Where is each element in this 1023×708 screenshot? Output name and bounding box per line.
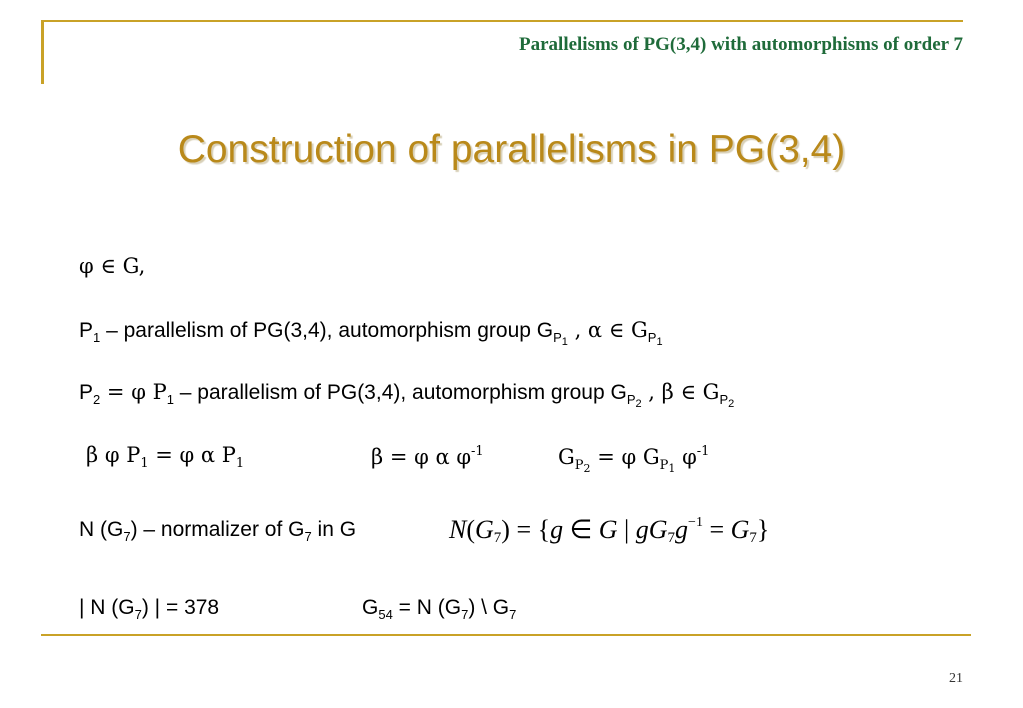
- g7-subscript-a: 7: [123, 529, 131, 544]
- formula-g-result: G: [730, 515, 750, 544]
- line-normalizer: [79, 519, 356, 543]
- relation-1-subscript-a: 1: [140, 456, 149, 471]
- gp1-subscript: P: [553, 330, 562, 345]
- p2-description: – parallelism of PG(3,4), automorphism group G: [173, 381, 627, 404]
- formula-group-g: G: [598, 515, 618, 544]
- frame-bottom-line: [41, 634, 971, 636]
- formula-conjugation-subscript: 7: [667, 530, 676, 546]
- g54-symbol: G: [362, 596, 379, 619]
- in-g-text: in G: [311, 518, 357, 541]
- phi-symbol: φ: [675, 445, 697, 469]
- beta-equals-conjugate: β = φ α φ: [371, 445, 472, 469]
- gp1-subsubscript: 1: [561, 336, 568, 348]
- p1-subscript: 1: [93, 330, 101, 345]
- g54-g7-subscript: 7: [509, 607, 517, 622]
- beta-gp2-subsubscript: 2: [728, 398, 735, 410]
- g7-subscript-b: 7: [304, 529, 312, 544]
- gp1-subscript-rel: P: [659, 458, 669, 473]
- inverse-superscript: -1: [471, 444, 484, 459]
- formula-inverse-superscript: −1: [688, 515, 703, 530]
- gp2-subsubscript-rel: 2: [583, 462, 591, 475]
- formula-open-paren: (: [466, 515, 476, 544]
- gp1-subsubscript-rel: 1: [668, 462, 676, 475]
- line-order: [79, 597, 219, 621]
- line-p2-definition: [79, 382, 734, 410]
- beta-phi-p1: β φ P: [86, 443, 141, 467]
- order-open: | N (G: [79, 596, 135, 619]
- normalizer-description: ) – normalizer of G: [130, 518, 305, 541]
- formula-g-inverse-base: g: [675, 515, 689, 544]
- slide-header: Parallelisms of PG(3,4) with automorphisms of order 7: [519, 34, 963, 55]
- frame-top-line: [41, 20, 963, 22]
- alpha-in-gp1: , α ∈ G: [567, 318, 648, 342]
- phi-inverse-superscript: -1: [696, 444, 710, 459]
- slide-title: Construction of parallelisms in PG(3,4): [177, 128, 846, 171]
- p1-description: – parallelism of PG(3,4), automorphism group G: [100, 319, 554, 342]
- formula-n: N: [449, 515, 467, 544]
- p2-subscript: 2: [93, 392, 101, 407]
- g54-equals-n: = N (G: [392, 596, 462, 619]
- formula-conjugation: gG: [635, 515, 668, 544]
- alpha-gp1-subsubscript: 1: [656, 336, 663, 348]
- beta-in-gp2: , β ∈ G: [641, 380, 720, 404]
- relation-1-subscript-b: 1: [235, 456, 245, 471]
- line-p1-definition: [79, 320, 663, 348]
- phi-alpha-p1: = φ α P: [148, 443, 236, 467]
- phi-g: = φ G: [590, 445, 660, 469]
- line-g54: [362, 597, 516, 621]
- order-subscript: 7: [134, 607, 142, 622]
- normalizer-formula: [449, 515, 769, 547]
- formula-g-element: g: [550, 515, 564, 544]
- formula-g-subscript: 7: [493, 530, 502, 546]
- formula-equals-brace: ) = {: [501, 515, 551, 544]
- p2-symbol: P: [79, 381, 94, 404]
- formula-bar: |: [617, 515, 636, 544]
- line-relation-3: [558, 445, 709, 474]
- line-relation-2: [371, 445, 484, 468]
- line-phi-in-g: [79, 256, 145, 277]
- g54-subscript: 54: [378, 607, 393, 622]
- gp2-subscript-rel: P: [574, 458, 584, 473]
- page-number: 21: [949, 671, 963, 686]
- g-symbol: G: [558, 445, 575, 469]
- order-value: ) | = 378: [141, 596, 220, 619]
- formula-result-subscript: 7: [749, 530, 757, 546]
- p1-symbol: P: [79, 319, 94, 342]
- line-relation-1: [86, 445, 244, 470]
- formula-close-brace: }: [756, 515, 770, 544]
- formula-g: G: [475, 515, 494, 544]
- beta-gp2-subscript: P: [719, 392, 729, 407]
- phi-in-g-text: φ ∈ G,: [79, 254, 146, 278]
- g54-n-subscript: 7: [461, 607, 469, 622]
- gp2-subscript: P: [626, 392, 636, 407]
- formula-element-of: ∈: [563, 515, 599, 544]
- g54-setminus: ) \ G: [468, 596, 510, 619]
- formula-equals: =: [702, 515, 731, 544]
- gp2-subsubscript: 2: [635, 398, 642, 410]
- p1-subscript-2: 1: [166, 392, 174, 407]
- n-g7-open: N (G: [79, 518, 124, 541]
- alpha-gp1-subscript: P: [647, 330, 657, 345]
- frame-left-line: [41, 20, 44, 84]
- p2-equals-phi-p1: = φ P: [100, 380, 167, 404]
